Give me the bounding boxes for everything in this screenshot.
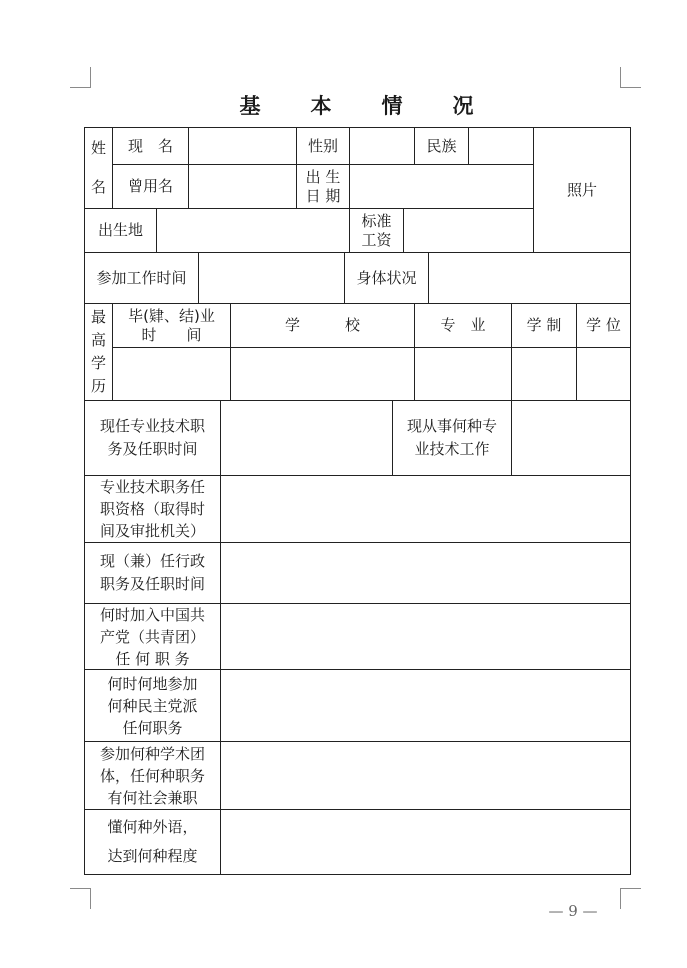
label-line: 专业技术职务任 [99, 478, 205, 496]
foreign-language-label [84, 809, 221, 875]
ethnicity-label: 民族 [414, 127, 469, 165]
ethnicity-field[interactable] [468, 127, 534, 165]
work-start-time-field[interactable] [198, 252, 345, 304]
admin-position-field[interactable] [220, 542, 631, 604]
former-name-label: 曾用名 [112, 164, 189, 209]
birthplace-label: 出生地 [84, 208, 157, 253]
tech-qualification-field[interactable] [220, 475, 631, 543]
label-line: 毕(肄、结)业 [128, 306, 215, 325]
label-line: 职资格（取得时 [99, 500, 205, 518]
degree-field[interactable] [576, 347, 631, 401]
tech-qualification-label [84, 475, 221, 543]
photo-box[interactable]: 照片 [533, 127, 631, 253]
label-line: 有何社会兼职 [107, 788, 198, 807]
label-char: 历 [90, 377, 106, 395]
label-line: 何时加入中国共 [99, 605, 205, 624]
label-line: 现（兼）任行政 [99, 552, 205, 570]
name-group-label [84, 127, 113, 209]
school-label: 学 校 [230, 303, 415, 348]
foreign-language-field[interactable] [220, 809, 631, 875]
title-char: 本 [310, 93, 334, 118]
academic-groups-label [84, 741, 221, 810]
title-char: 情 [381, 93, 405, 118]
label-line: 业技术工作 [414, 440, 490, 458]
academic-groups-field[interactable] [220, 741, 631, 810]
current-name-field[interactable] [188, 127, 297, 165]
democratic-party-field[interactable] [220, 669, 631, 742]
crop-mark-bottom-left [70, 888, 91, 909]
label-line: 何时何地参加 [107, 674, 198, 693]
label-line: 间及审批机关） [99, 522, 205, 540]
label-line: 现任专业技术职 [99, 417, 205, 435]
work-start-time-label: 参加工作时间 [84, 252, 199, 304]
crop-mark-top-right [620, 67, 641, 88]
graduation-time-field[interactable] [112, 347, 231, 401]
label-char: 学 [90, 354, 106, 372]
former-name-field[interactable] [188, 164, 297, 209]
label-line: 现从事何种专 [406, 417, 497, 435]
major-field[interactable] [414, 347, 512, 401]
gender-label: 性别 [296, 127, 350, 165]
name-group-char: 名 [90, 178, 106, 196]
label-line: 标准 [361, 211, 392, 230]
crop-mark-bottom-right [620, 888, 641, 909]
title-char: 况 [452, 93, 476, 118]
label-line: 出 生 [305, 167, 341, 186]
standard-salary-field[interactable] [403, 208, 534, 253]
label-line: 时 间 [141, 325, 202, 344]
label-line: 日 期 [305, 186, 341, 205]
current-name-label: 现 名 [112, 127, 189, 165]
admin-position-label [84, 542, 221, 604]
current-tech-position-label [84, 400, 221, 476]
health-status-field[interactable] [428, 252, 631, 304]
label-line: 职务及任职时间 [99, 575, 205, 593]
label-line: 懂何种外语， [107, 818, 198, 836]
label-line: 何种民主党派 [107, 696, 198, 715]
title-char: 基 [239, 93, 263, 118]
birth-date-label [296, 164, 350, 209]
health-status-label: 身体状况 [344, 252, 429, 304]
label-line: 工资 [361, 230, 392, 249]
standard-salary-label [349, 208, 404, 253]
gender-field[interactable] [349, 127, 415, 165]
democratic-party-label [84, 669, 221, 742]
degree-label: 学 位 [576, 303, 631, 348]
current-tech-work-label [392, 400, 512, 476]
label-char: 高 [90, 331, 106, 349]
label-line: 任何职务 [122, 718, 183, 737]
school-field[interactable] [230, 347, 415, 401]
birthplace-field[interactable] [156, 208, 350, 253]
page-number: — 9 — [548, 902, 598, 920]
major-label: 专 业 [414, 303, 512, 348]
current-tech-position-field[interactable] [220, 400, 393, 476]
schooling-length-field[interactable] [511, 347, 577, 401]
label-char: 最 [90, 308, 106, 326]
birth-date-field[interactable] [349, 164, 534, 209]
current-tech-work-field[interactable] [511, 400, 631, 476]
label-line: 务及任职时间 [107, 440, 198, 458]
party-join-field[interactable] [220, 603, 631, 670]
name-group-char: 姓 [90, 139, 106, 157]
label-line: 达到何种程度 [107, 847, 198, 865]
graduation-time-label [112, 303, 231, 348]
crop-mark-top-left [70, 67, 91, 88]
label-line: 体，任何种职务 [99, 766, 205, 785]
schooling-length-label: 学 制 [511, 303, 577, 348]
label-line: 任 何 职 务 [115, 649, 190, 668]
page-title [84, 90, 631, 124]
party-join-label [84, 603, 221, 670]
label-line: 参加何种学术团 [99, 744, 205, 763]
label-line: 产党（共青团） [99, 627, 205, 646]
highest-education-label [84, 303, 113, 401]
